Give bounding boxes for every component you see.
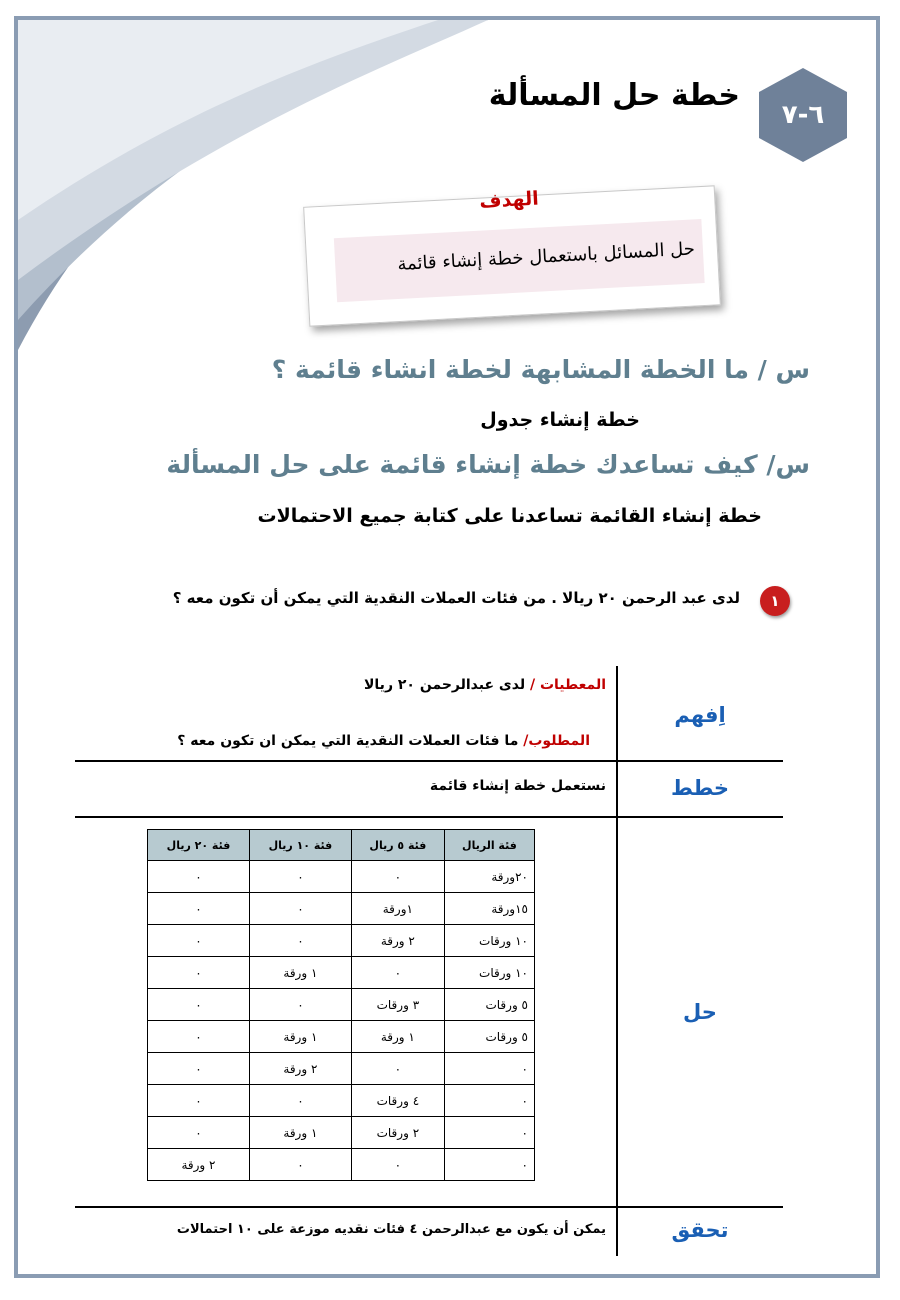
table-cell: ٠ xyxy=(148,957,250,989)
goal-text-box xyxy=(334,219,705,302)
table-cell: ١ورقة xyxy=(351,893,444,925)
table-cell: ١ ورقة xyxy=(351,1021,444,1053)
goal-card xyxy=(303,185,721,326)
problem-number-badge: ١ xyxy=(760,586,790,616)
header-1-riyal: فئة الريال xyxy=(444,830,534,861)
header-20-riyal: فئة ٢٠ ريال xyxy=(148,830,250,861)
table-cell: ٠ xyxy=(444,1117,534,1149)
question-2: س/ كيف تساعدك خطة إنشاء قائمة على حل المسألة xyxy=(166,450,810,479)
table-row xyxy=(148,1149,535,1181)
table-cell: ١ ورقة xyxy=(249,1021,351,1053)
table-cell: ١ ورقة xyxy=(249,1117,351,1149)
header-5-riyal: فئة ٥ ريال xyxy=(351,830,444,861)
table-cell: ٥ ورقات xyxy=(444,989,534,1021)
plan-label: خطط xyxy=(670,776,730,800)
table-cell: ٠ xyxy=(148,1021,250,1053)
table-row xyxy=(148,989,535,1021)
table-cell: ٠ xyxy=(351,957,444,989)
table-cell: ٠ xyxy=(148,1117,250,1149)
table-row xyxy=(148,1085,535,1117)
required-row xyxy=(100,733,590,749)
table-cell: ٠ xyxy=(148,1085,250,1117)
table-cell: ٢ ورقة xyxy=(351,925,444,957)
table-cell: ١٠ ورقات xyxy=(444,925,534,957)
plan-divider-1 xyxy=(75,760,783,762)
table-row xyxy=(148,957,535,989)
lesson-title: خطة حل المسألة xyxy=(488,78,740,113)
given-row xyxy=(240,677,606,693)
table-cell: ١٠ ورقات xyxy=(444,957,534,989)
table-cell: ٣ ورقات xyxy=(351,989,444,1021)
goal-text: حل المسائل باستعمال خطة إنشاء قائمة xyxy=(396,238,696,275)
table-cell: ٢٠ورقة xyxy=(444,861,534,893)
table-cell: ٠ xyxy=(148,925,250,957)
plan-divider-3 xyxy=(75,1206,783,1208)
goal-label: الهدف xyxy=(478,187,540,213)
table-cell: ٠ xyxy=(249,1149,351,1181)
table-cell: ٥ ورقات xyxy=(444,1021,534,1053)
table-cell: ١ ورقة xyxy=(249,957,351,989)
answer-1: خطة إنشاء جدول xyxy=(480,409,640,431)
table-row xyxy=(148,1117,535,1149)
required-label: المطلوب/ xyxy=(523,733,590,749)
table-cell: ٠ xyxy=(148,893,250,925)
plan-divider-2 xyxy=(75,816,783,818)
header-10-riyal: فئة ١٠ ريال xyxy=(249,830,351,861)
table-cell: ٠ xyxy=(351,861,444,893)
table-row xyxy=(148,861,535,893)
check-label: تحقق xyxy=(671,1218,729,1242)
table-cell: ٢ ورقة xyxy=(249,1053,351,1085)
table-header-row xyxy=(148,830,535,861)
table-cell: ١٥ورقة xyxy=(444,893,534,925)
table-row xyxy=(148,1021,535,1053)
table-cell: ٠ xyxy=(444,1085,534,1117)
table-cell: ٠ xyxy=(249,989,351,1021)
check-text: يمكن أن يكون مع عبدالرحمن ٤ فئات نقديه موزعة على ١٠ احتمالات xyxy=(176,1222,606,1237)
table-row xyxy=(148,925,535,957)
table-cell: ٢ ورقة xyxy=(148,1149,250,1181)
denominations-table xyxy=(147,829,535,1181)
understand-label: اِفهم xyxy=(674,703,726,727)
table-cell: ٠ xyxy=(249,1085,351,1117)
table-row xyxy=(148,893,535,925)
table-cell: ٠ xyxy=(148,1053,250,1085)
table-cell: ٢ ورقات xyxy=(351,1117,444,1149)
required-text: ما فئات العملات النقدية التي يمكن ان تكون معه ؟ xyxy=(177,733,519,749)
table-cell: ٠ xyxy=(351,1053,444,1085)
table-cell: ٠ xyxy=(351,1149,444,1181)
plan-divider-vertical xyxy=(616,666,618,1256)
table-cell: ٠ xyxy=(148,989,250,1021)
table-cell: ٠ xyxy=(444,1149,534,1181)
question-1: س / ما الخطة المشابهة لخطة انشاء قائمة ؟ xyxy=(271,355,810,384)
table-cell: ٤ ورقات xyxy=(351,1085,444,1117)
given-text: لدى عبدالرحمن ٢٠ ريالا xyxy=(364,677,526,693)
table-cell: ٠ xyxy=(249,925,351,957)
table-cell: ٠ xyxy=(249,893,351,925)
answer-2: خطة إنشاء القائمة تساعدنا على كتابة جميع الاحتمالات xyxy=(257,505,762,527)
plan-text: نستعمل خطة إنشاء قائمة xyxy=(429,778,606,794)
lesson-number: ٦-٧ xyxy=(781,100,825,130)
table-row xyxy=(148,1053,535,1085)
table-cell: ٠ xyxy=(148,861,250,893)
problem-text: لدى عبد الرحمن ٢٠ ريالا . من فئات العملات النقدية التي يمكن أن تكون معه ؟ xyxy=(172,589,740,607)
given-label: المعطيات / xyxy=(529,677,606,693)
solve-label: حل xyxy=(683,1000,717,1024)
table-cell: ٠ xyxy=(444,1053,534,1085)
table-cell: ٠ xyxy=(249,861,351,893)
